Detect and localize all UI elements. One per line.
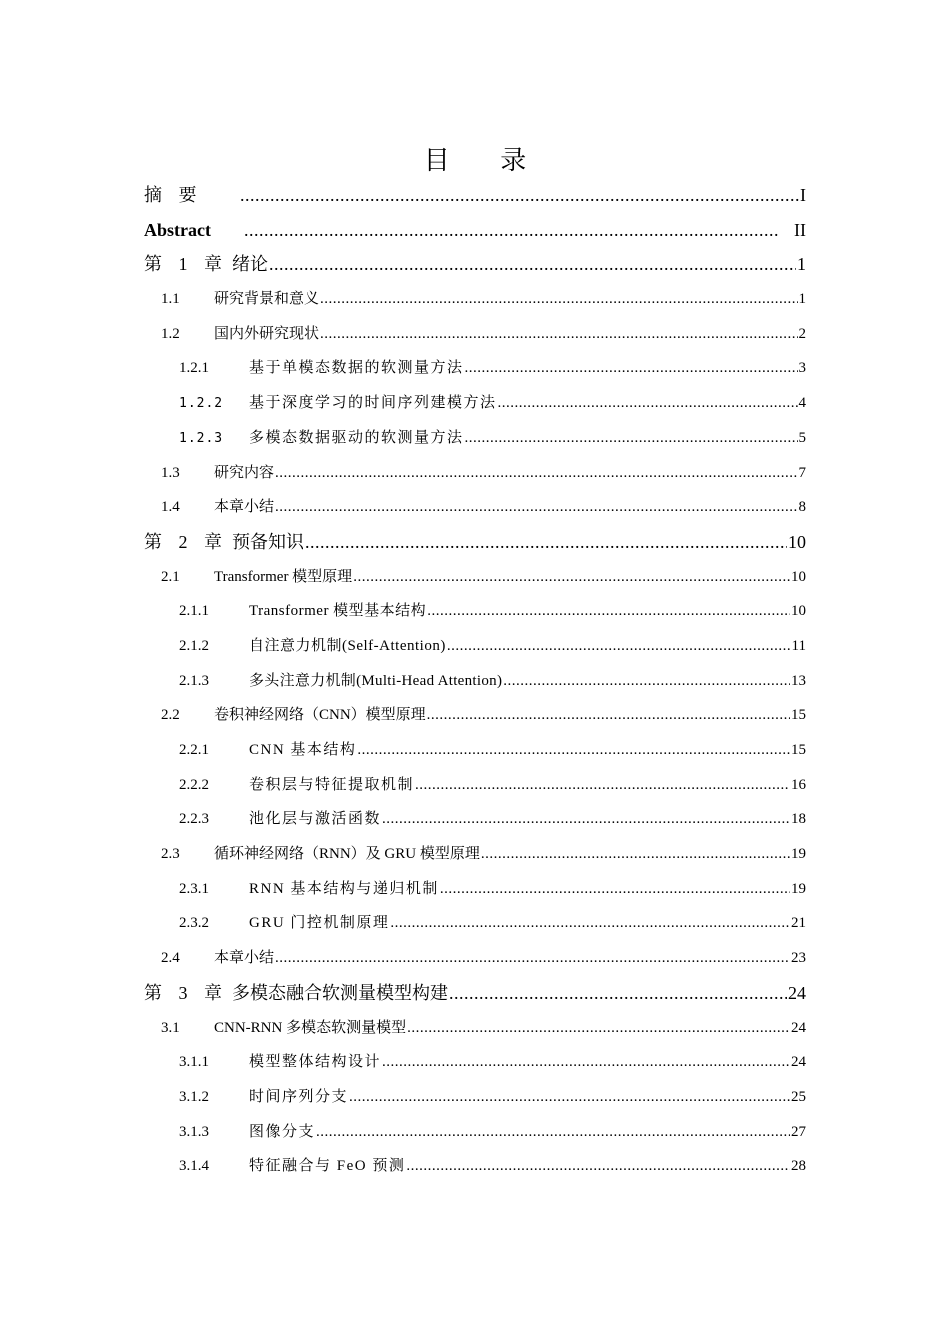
toc-entry-number: 第 2 章	[144, 531, 228, 552]
toc-entry-subsection[interactable]	[144, 664, 806, 699]
toc-entry-page: 24	[788, 982, 806, 1003]
toc-entry-subsection[interactable]	[144, 351, 806, 386]
toc-entry-page: 24	[791, 1054, 806, 1071]
dot-leader	[447, 629, 791, 664]
toc-entry-number: 1.1	[161, 291, 180, 308]
toc-entry-page: 13	[791, 672, 806, 689]
dot-leader	[275, 456, 797, 491]
toc-entry-label: 绪论	[232, 254, 268, 275]
toc-entry-page: 19	[791, 846, 806, 863]
toc-entry-label: 研究背景和意义	[214, 291, 320, 308]
toc-entry-page: 16	[791, 776, 806, 793]
toc-entry-page: 10	[788, 531, 806, 552]
toc-entry-number: 1.2.1	[179, 360, 209, 377]
toc-entry-page: 1	[797, 254, 806, 275]
dot-leader	[481, 837, 790, 872]
toc-entry-page: 8	[798, 499, 806, 516]
dot-leader	[406, 1149, 790, 1184]
toc-entry-number: 3.1.3	[179, 1123, 209, 1140]
toc-entry-page: 7	[798, 464, 806, 481]
toc-entry-number: 第 3 章	[144, 982, 228, 1003]
toc-entry-label: 国内外研究现状	[214, 325, 320, 342]
toc-entry-label: 图像分支	[249, 1123, 316, 1140]
toc-entry-page: 27	[791, 1123, 806, 1140]
dot-leader	[269, 247, 796, 282]
toc-entry-label: 模型整体结构设计	[249, 1054, 382, 1071]
toc-entry-number: 2.2.2	[179, 776, 209, 793]
toc-entry-section[interactable]	[144, 698, 806, 733]
toc-entry-number: 3.1	[161, 1019, 180, 1036]
toc-entry-subsection[interactable]	[144, 629, 806, 664]
toc-entry-label: 本章小结	[214, 950, 275, 967]
toc-entry-number: 第 1 章	[144, 254, 228, 275]
toc-entry-section[interactable]	[144, 941, 806, 976]
toc-entry-section[interactable]	[144, 490, 806, 525]
toc-entry-number: 1.2.2	[179, 396, 224, 412]
dot-leader	[503, 664, 790, 699]
toc-entry-number: 3.1.4	[179, 1158, 209, 1175]
toc-entry-number: 1.4	[161, 499, 180, 516]
toc-entry-page: I	[800, 185, 806, 205]
dot-leader	[407, 1011, 790, 1046]
dot-leader	[320, 317, 797, 352]
toc-title: 目 录	[423, 146, 549, 175]
dot-leader	[305, 525, 787, 560]
toc-entry-label: 循环神经网络（RNN）及 GRU 模型原理	[214, 846, 480, 863]
toc-entry-section[interactable]	[144, 1011, 806, 1046]
toc-entry-number: 2.4	[161, 950, 180, 967]
toc-entry-page: 10	[791, 568, 806, 585]
dot-leader	[465, 421, 798, 456]
toc-entry-label: 卷积层与特征提取机制	[249, 776, 415, 793]
toc-entry-number: 3.1.2	[179, 1088, 209, 1105]
toc-entry-label: 卷积神经网络（CNN）模型原理	[214, 707, 426, 724]
toc-entry-number: 1.2	[161, 325, 180, 342]
toc-entry-label: 基于单模态数据的软测量方法	[249, 360, 464, 377]
toc-entry-number: 2.2	[161, 707, 180, 724]
toc-entry-subsection[interactable]	[144, 386, 806, 421]
dot-leader	[275, 941, 790, 976]
toc-entry-label: CNN-RNN 多模态软测量模型	[214, 1019, 407, 1036]
toc-entry-number: 2.1.1	[179, 603, 209, 620]
toc-entry-number: 2.1.2	[179, 637, 209, 654]
toc-entry-abstract-cn[interactable]	[144, 178, 806, 213]
toc-entry-page: 10	[791, 603, 806, 620]
toc-entry-label: 多头注意力机制(Multi-Head Attention)	[249, 672, 503, 689]
toc-entry-section[interactable]	[144, 560, 806, 595]
toc-entry-subsection[interactable]	[144, 872, 806, 907]
dot-leader	[316, 1115, 790, 1150]
toc-entry-subsection[interactable]	[144, 1045, 806, 1080]
toc-entry-number: 2.2.3	[179, 811, 209, 828]
toc-entry-page: 23	[791, 950, 806, 967]
toc-entry-number: 2.1	[161, 568, 180, 585]
dot-leader	[449, 976, 787, 1011]
dot-leader	[349, 1080, 790, 1115]
toc-entry-label: 研究内容	[214, 464, 275, 481]
toc-entry-number: 2.3.1	[179, 880, 209, 897]
toc-entry-subsection[interactable]	[144, 421, 806, 456]
dot-leader	[320, 282, 797, 317]
toc-entry-number: 1.2.3	[179, 430, 224, 446]
toc-entry-number: 2.2.1	[179, 742, 209, 758]
toc-entry-label: 多模态数据驱动的软测量方法	[249, 429, 464, 446]
toc-entry-section[interactable]	[144, 317, 806, 352]
toc-entry-page: 5	[798, 429, 806, 446]
toc-entry-subsection[interactable]	[144, 1149, 806, 1184]
dot-leader	[390, 906, 790, 941]
toc-entry-page: 28	[791, 1158, 806, 1175]
dot-leader	[240, 178, 799, 213]
dot-leader	[353, 560, 790, 595]
toc-entry-subsection[interactable]	[144, 906, 806, 941]
toc-entry-label: 基于深度学习的时间序列建模方法	[249, 395, 497, 412]
toc-entry-page: 4	[798, 395, 806, 412]
toc-entry-subsection[interactable]	[144, 594, 806, 629]
toc-entry-number: 2.3.2	[179, 915, 209, 932]
toc-entry-page: 25	[791, 1088, 806, 1105]
toc-entry-number: 3.1.1	[179, 1054, 209, 1071]
dot-leader	[382, 802, 790, 837]
toc-entry-page: 2	[798, 325, 806, 342]
toc-entry-chapter-2[interactable]	[144, 525, 806, 560]
toc-entry-label: 池化层与激活函数	[249, 811, 382, 828]
toc-entry-abstract-en[interactable]	[144, 213, 806, 248]
toc-entry-page: 15	[791, 707, 806, 724]
dot-leader	[427, 698, 790, 733]
toc-entry-chapter-1[interactable]	[144, 247, 806, 282]
toc-entry-number: 摘 要	[144, 185, 203, 205]
toc-entry-number: 2.1.3	[179, 672, 209, 689]
toc-entry-label: 自注意力机制(Self-Attention)	[249, 637, 446, 654]
dot-leader	[427, 594, 790, 629]
dot-leader	[244, 213, 780, 248]
toc-entry-number: Abstract	[144, 219, 211, 240]
toc-entry-label: 预备知识	[232, 531, 304, 552]
toc-entry-number: 2.3	[161, 846, 180, 863]
toc-entry-label: 本章小结	[214, 499, 275, 516]
toc-entry-subsection[interactable]	[144, 733, 806, 768]
table-of-contents	[144, 178, 806, 1184]
toc-entry-label: Transformer 模型原理	[214, 568, 353, 585]
dot-leader	[440, 872, 790, 907]
toc-entry-section[interactable]	[144, 456, 806, 491]
dot-leader	[275, 490, 797, 525]
toc-entry-label: 时间序列分支	[249, 1088, 349, 1105]
toc-entry-section[interactable]	[144, 282, 806, 317]
toc-entry-label: RNN 基本结构与递归机制	[249, 880, 439, 897]
toc-entry-subsection[interactable]	[144, 768, 806, 803]
dot-leader	[415, 768, 790, 803]
dot-leader	[357, 733, 790, 768]
dot-leader	[382, 1045, 790, 1080]
toc-entry-label: Transformer 模型基本结构	[249, 603, 427, 620]
toc-entry-page: 3	[798, 360, 806, 377]
toc-entry-page: 21	[791, 915, 806, 932]
toc-entry-chapter-3[interactable]	[144, 976, 806, 1011]
toc-entry-page: 11	[791, 637, 806, 654]
toc-entry-page: 18	[791, 811, 806, 828]
toc-entry-label: CNN 基本结构	[249, 742, 357, 758]
toc-entry-section[interactable]	[144, 837, 806, 872]
toc-entry-label: GRU 门控机制原理	[249, 915, 390, 932]
dot-leader	[498, 386, 798, 421]
toc-entry-page: 1	[798, 291, 806, 308]
toc-entry-subsection[interactable]	[144, 1080, 806, 1115]
dot-leader	[465, 351, 798, 386]
toc-entry-number: 1.3	[161, 464, 180, 481]
toc-entry-subsection[interactable]	[144, 1115, 806, 1150]
toc-entry-page: 19	[791, 880, 806, 897]
toc-entry-page: 15	[791, 742, 806, 758]
toc-entry-page: 24	[791, 1019, 806, 1036]
toc-entry-label: 特征融合与 FeO 预测	[249, 1158, 406, 1175]
toc-entry-label: 多模态融合软测量模型构建	[232, 982, 448, 1003]
toc-entry-page: II	[794, 219, 806, 240]
toc-entry-subsection[interactable]	[144, 802, 806, 837]
